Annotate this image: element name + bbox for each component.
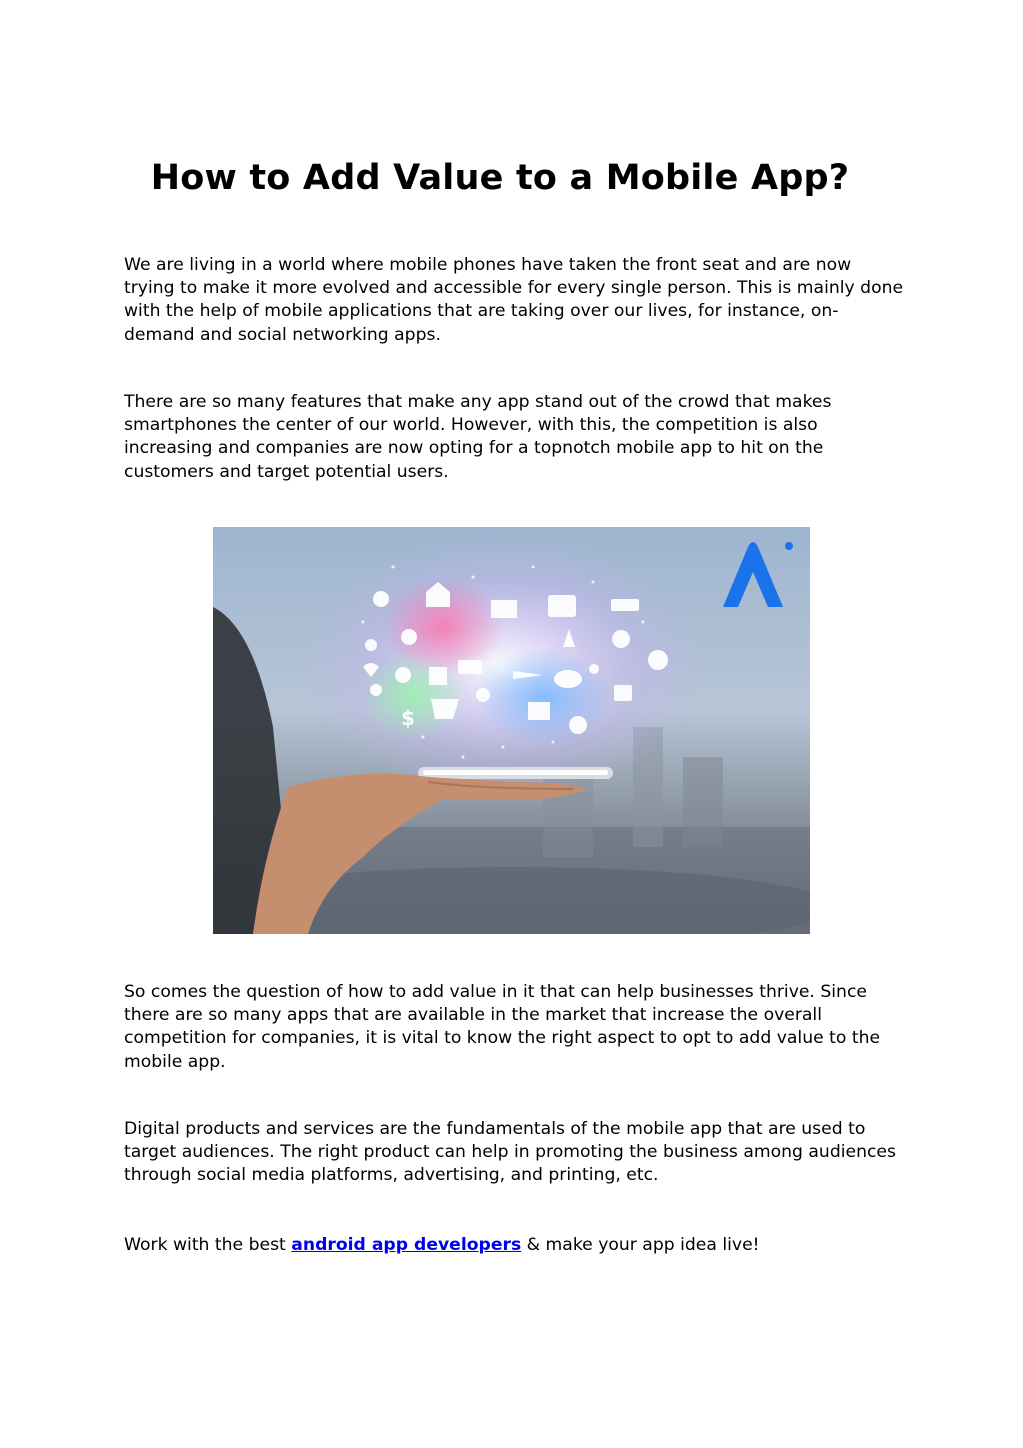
target-icon: [648, 650, 668, 670]
plant-icon: [589, 664, 599, 674]
dollar-icon: $: [401, 706, 415, 730]
card-icon: [458, 660, 482, 674]
question-paragraph: So comes the question of how to add value in it that can help businesses thrive. Since there are so many apps that are available in the market that increase the overall competition for companies, it is vital to know the right aspect to opt to add value to the mobile app.: [124, 982, 881, 1072]
mail-icon: [491, 600, 517, 618]
headphones-icon: [365, 639, 377, 651]
cta-paragraph: [124, 1234, 904, 1257]
intro-paragraph: We are living in a world where mobile phones have taken the front seat and are now trying to make it more evolved and accessible for every single person. This is mainly done with the help of mobile applications that are taking over our lives, for instance, on-demand and social networking apps.: [124, 255, 904, 345]
features-paragraph: There are so many features that make any app stand out of the crowd that makes smartphones the center of our world. However, with this, the competition is also increasing and companies are now opting for a topnotch mobile app to hit on the customers and target potential users.: [124, 392, 832, 482]
lock-icon: [614, 685, 632, 701]
film-icon: [569, 716, 587, 734]
hero-image: [213, 527, 810, 934]
android-developers-link[interactable]: android app developers: [291, 1235, 522, 1255]
bar-chart-icon: [429, 667, 447, 685]
cta-suffix: & make your app idea live!: [521, 1235, 760, 1255]
bank-icon: [528, 702, 550, 720]
wifi-icon: [476, 688, 490, 702]
products-paragraph: Digital products and services are the fundamentals of the mobile app that are used to target audiences. The right product can help in promoting the business among audiences through social media platforms, advertising, and printing, etc.: [124, 1119, 896, 1186]
pin-icon: [612, 630, 630, 648]
bicycle-icon: [401, 629, 417, 645]
user-icon: [395, 667, 411, 683]
page-title: How to Add Value to a Mobile App?: [150, 158, 850, 198]
cta-prefix: Work with the best: [124, 1235, 292, 1255]
camera-icon: [548, 595, 576, 617]
cloud-icon: [554, 670, 582, 688]
bulb-icon: [373, 591, 389, 607]
key-icon: [370, 684, 382, 696]
cctv-icon: [611, 599, 639, 611]
